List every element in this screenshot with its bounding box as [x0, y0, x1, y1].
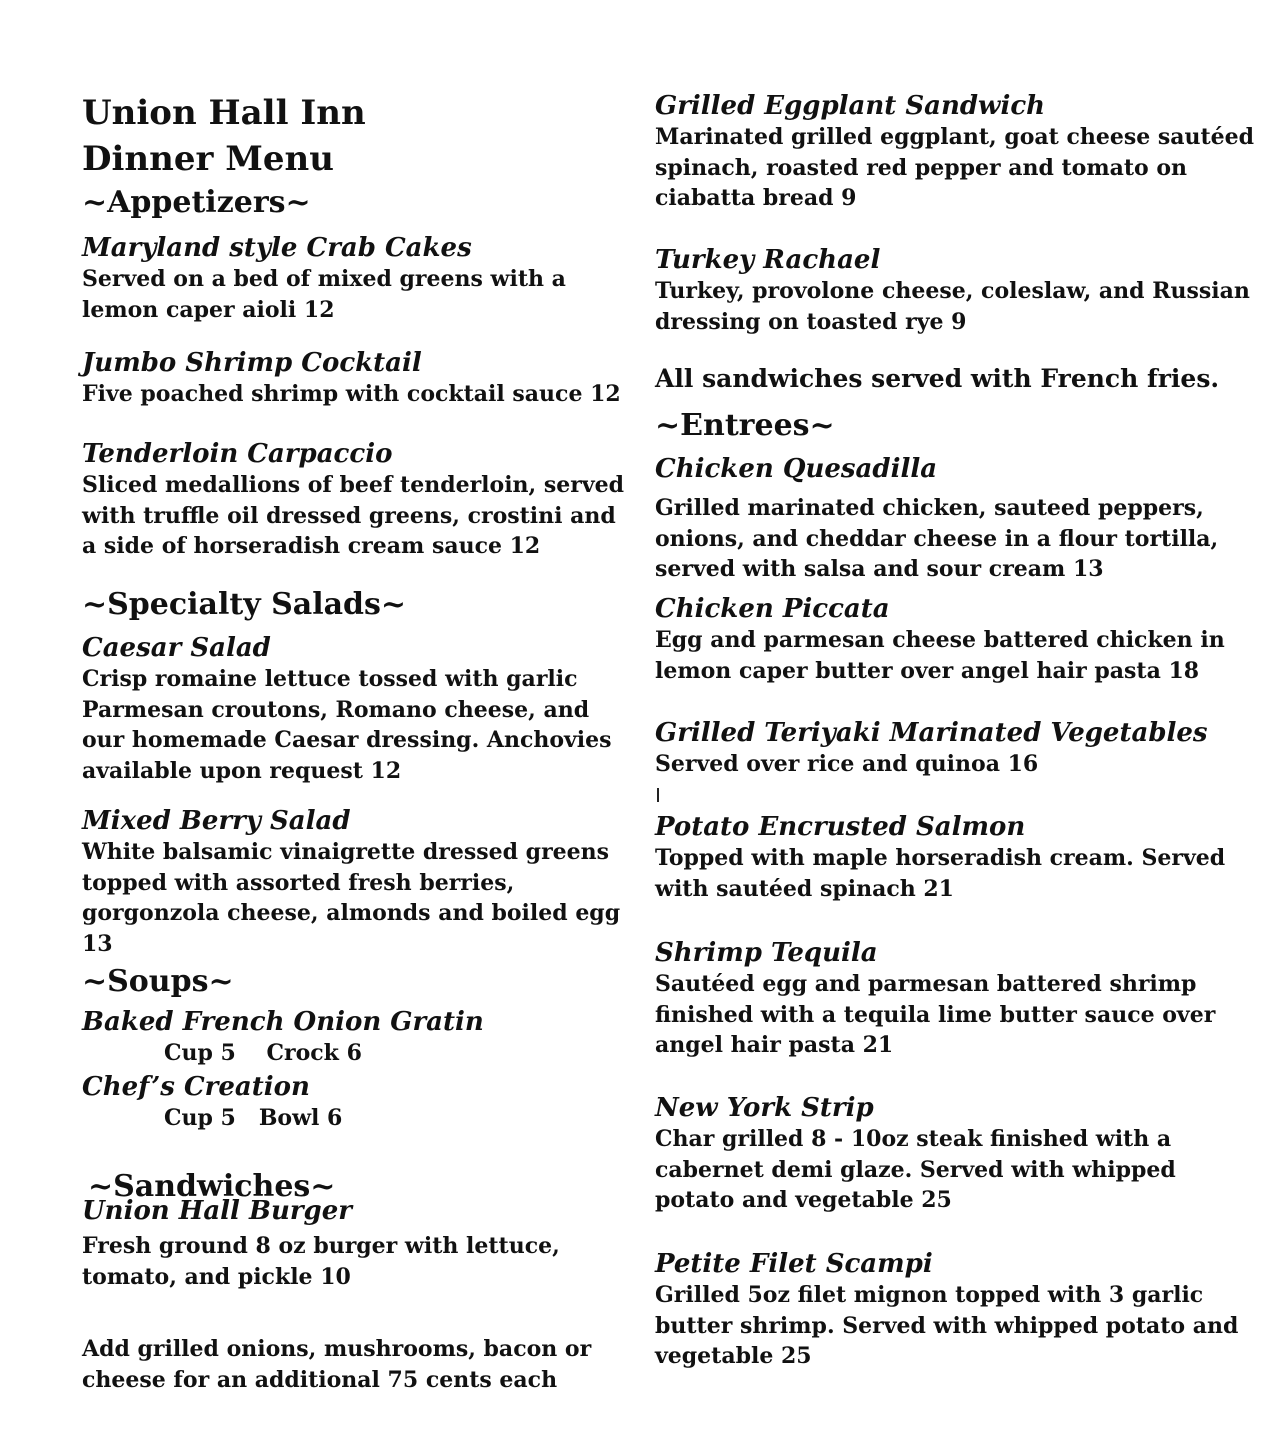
- item-name: Caesar Salad: [82, 633, 271, 663]
- item-name: Baked French Onion Gratin: [82, 1007, 484, 1037]
- item-description: Topped with maple horseradish cream. Served with sautéed spinach 21: [655, 845, 1226, 902]
- item-description: Served on a bed of mixed greens with a lemon caper aioli 12: [82, 266, 566, 323]
- item-name: Chef’s Creation: [82, 1072, 310, 1102]
- menu-item: [655, 1092, 1255, 1216]
- menu-item: [655, 593, 1255, 686]
- item-description: Fresh ground 8 oz burger with lettuce, tomato, and pickle 10: [82, 1233, 560, 1290]
- item-description: Turkey, provolone cheese, coleslaw, and Russian dressing on toasted rye 9: [655, 278, 1250, 335]
- item-description: Sliced medallions of beef tenderloin, served with truffle oil dressed greens, crostini and a side of horseradish cream sauce 12: [82, 472, 624, 559]
- entrees-heading: ~Entrees~: [655, 408, 835, 443]
- stray-mark: [657, 788, 659, 802]
- menu-title: Dinner Menu: [82, 139, 334, 179]
- item-name: Turkey Rachael: [655, 245, 881, 275]
- item-name: Shrimp Tequila: [655, 938, 878, 968]
- fries-note: All sandwiches served with French fries.: [655, 364, 1220, 393]
- menu-item: [82, 438, 627, 562]
- addon-note: Add grilled onions, mushrooms, bacon or cheese for an additional 75 cents each: [82, 1336, 592, 1393]
- item-description: Served over rice and quinoa 16: [655, 751, 1039, 777]
- menu-item: [82, 1006, 627, 1069]
- menu-item: [82, 1195, 627, 1292]
- item-name: Grilled Eggplant Sandwich: [655, 91, 1046, 121]
- item-description: Marinated grilled eggplant, goat cheese sautéed spinach, roasted red pepper and tomato on ciabatta bread 9: [655, 124, 1255, 211]
- item-name: Tenderloin Carpaccio: [82, 439, 393, 469]
- menu-item: [82, 232, 627, 325]
- menu-item: [655, 937, 1255, 1061]
- item-name: Jumbo Shrimp Cocktail: [82, 348, 422, 378]
- menu-item: [655, 244, 1255, 337]
- menu-item: [655, 90, 1255, 214]
- menu-item: [82, 1071, 627, 1134]
- item-name: Chicken Quesadilla: [655, 454, 938, 484]
- menu-header: [82, 90, 627, 182]
- appetizers-heading: ~Appetizers~: [82, 185, 311, 220]
- item-description: White balsamic vinaigrette dressed greens topped with assorted fresh berries, gorgonzola cheese, almonds and boiled egg 13: [82, 839, 621, 957]
- menu-item: [82, 805, 627, 959]
- menu-item: [82, 347, 627, 410]
- item-name: Potato Encrusted Salmon: [655, 812, 1026, 842]
- menu-item: [655, 717, 1255, 780]
- item-description: Grilled marinated chicken, sauteed peppers, onions, and cheddar cheese in a flour tortilla, served with salsa and sour cream 13: [655, 495, 1219, 582]
- item-name: Petite Filet Scampi: [655, 1249, 933, 1279]
- soups-heading: ~Soups~: [82, 964, 234, 999]
- item-description: Five poached shrimp with cocktail sauce 12: [82, 381, 621, 407]
- item-name: Chicken Piccata: [655, 594, 890, 624]
- item-name: Grilled Teriyaki Marinated Vegetables: [655, 718, 1208, 748]
- item-description: Crisp romaine lettuce tossed with garlic Parmesan croutons, Romano cheese, and our homemade Caesar dressing. Anchovies available upon request 12: [82, 666, 612, 784]
- item-description: Sautéed egg and parmesan battered shrimp finished with a tequila lime butter sauce over angel hair pasta 21: [655, 971, 1216, 1058]
- item-name: New York Strip: [655, 1093, 874, 1123]
- item-sizes: Cup 5 Bowl 6: [164, 1105, 343, 1131]
- menu-item: [655, 453, 1255, 585]
- item-description: Char grilled 8 - 10oz steak finished with a cabernet demi glaze. Served with whipped potato and vegetable 25: [655, 1126, 1176, 1213]
- menu-item: [655, 1248, 1255, 1372]
- restaurant-name: Union Hall Inn: [82, 93, 366, 133]
- menu-item: [655, 811, 1255, 904]
- item-name: Maryland style Crab Cakes: [82, 233, 472, 263]
- menu-item: [82, 632, 627, 786]
- item-sizes: Cup 5 Crock 6: [164, 1040, 362, 1066]
- salads-heading: ~Specialty Salads~: [82, 587, 407, 622]
- item-name: Mixed Berry Salad: [82, 806, 351, 836]
- item-description: Egg and parmesan cheese battered chicken in lemon caper butter over angel hair pasta 18: [655, 627, 1225, 684]
- item-name: Union Hall Burger: [82, 1196, 352, 1226]
- sandwiches-heading: ~Sandwiches~: [88, 1169, 336, 1204]
- item-description: Grilled 5oz filet mignon topped with 3 garlic butter shrimp. Served with whipped potato and vegetable 25: [655, 1282, 1239, 1369]
